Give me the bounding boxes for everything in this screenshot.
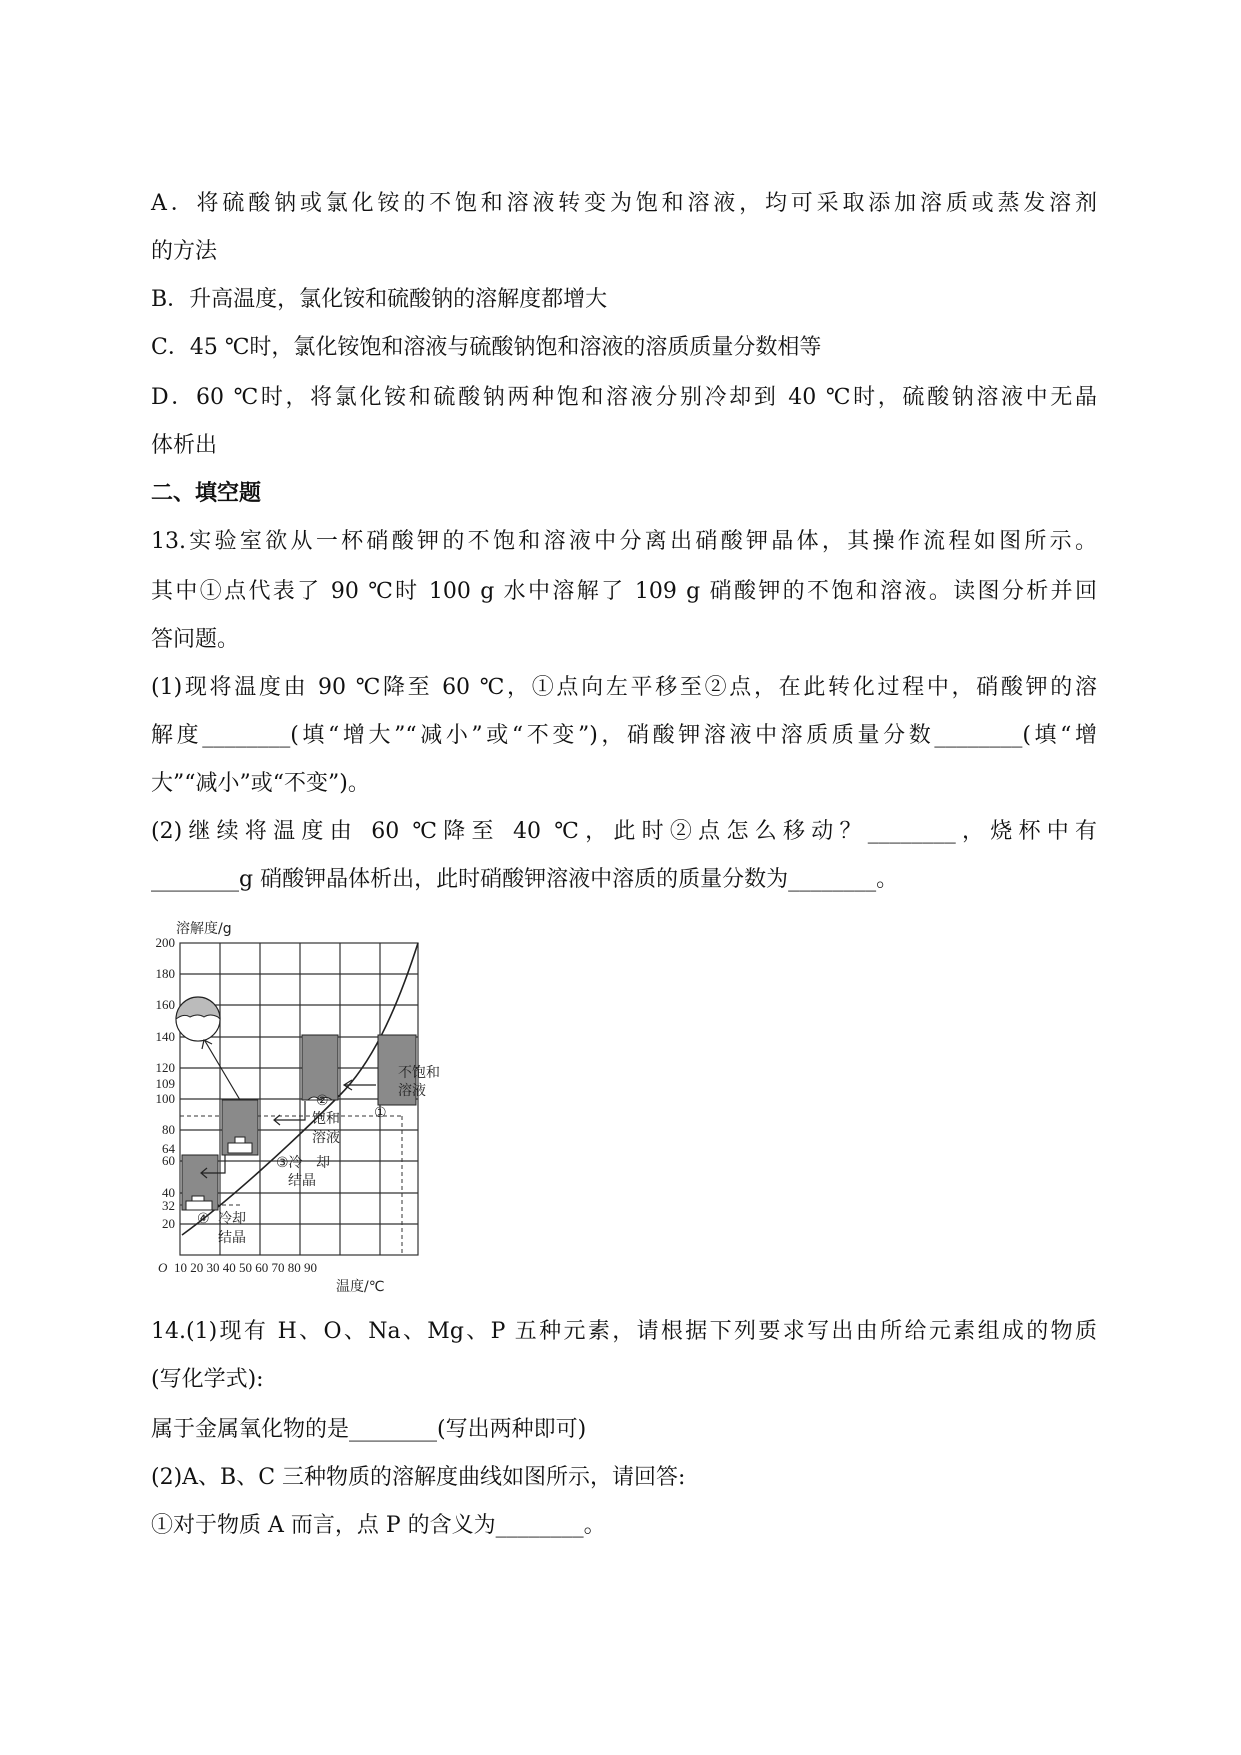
y-tick-160: 160: [155, 997, 175, 1012]
q13-part1-line-2: 解度________(填“增大”“减小”或“不变”)，硝酸钾溶液中溶质质量分数________(填“增: [151, 723, 1097, 748]
q13-part1-line-3: 大”“减小”或“不变”)。: [151, 771, 370, 796]
label-point-3b: 却: [316, 1155, 330, 1171]
y-tick-60: 60: [162, 1153, 175, 1168]
y-tick-200: 200: [155, 935, 175, 950]
y-tick-100: 100: [155, 1091, 175, 1106]
y-tick-80: 80: [162, 1122, 175, 1137]
label-point-2: ②: [316, 1093, 329, 1109]
solubility-flow-figure: [140, 915, 440, 1305]
q13-line-3: 答问题。: [151, 627, 240, 652]
q13-part2-line-1: (2)继续将温度由 60 ℃降至 40 ℃，此时②点怎么移动？________，烧杯中有: [151, 819, 1097, 844]
q14-line-5: ①对于物质 A 而言，点 P 的含义为________。: [151, 1513, 606, 1538]
label-point-4b: 冷却: [218, 1211, 246, 1227]
label-point-4: ④: [197, 1211, 210, 1227]
q13-part1-line-1: (1)现将温度由 90 ℃降至 60 ℃，①点向左平移至②点，在此转化过程中，硝酸钾的溶: [151, 675, 1097, 700]
x-axis-title: 温度/℃: [336, 1279, 385, 1295]
y-tick-180: 180: [155, 966, 175, 981]
label-point-3: ③冷: [276, 1155, 303, 1171]
label-sat-1: 饱和: [312, 1111, 340, 1127]
y-tick-109: 109: [155, 1076, 175, 1091]
y-tick-64: 64: [162, 1141, 175, 1156]
q13-line-2: 其中①点代表了 90 ℃时 100 g 水中溶解了 109 g 硝酸钾的不饱和溶液。读图分析并回: [151, 579, 1097, 604]
option-d-line-1: D．60 ℃时，将氯化铵和硫酸钠两种饱和溶液分别冷却到 40 ℃时，硫酸钠溶液中无晶: [151, 385, 1097, 410]
label-sat-2: 溶液: [312, 1130, 340, 1146]
option-a-line-2: 的方法: [151, 239, 218, 264]
q14-line-3: 属于金属氧化物的是________(写出两种即可): [151, 1417, 587, 1442]
label-unsat-1: 不饱和: [398, 1065, 440, 1081]
label-point-1: ①: [374, 1105, 387, 1121]
q14-line-2: (写化学式):: [151, 1367, 264, 1392]
y-axis-title: 溶解度/g: [176, 921, 232, 937]
q13-line-1: 13.实验室欲从一杯硝酸钾的不饱和溶液中分离出硝酸钾晶体，其操作流程如图所示。: [151, 529, 1097, 554]
option-c: C．45 ℃时，氯化铵饱和溶液与硫酸钠饱和溶液的溶质质量分数相等: [151, 335, 822, 360]
label-unsat-2: 溶液: [398, 1083, 426, 1099]
option-a-line-1: A．将硫酸钠或氯化铵的不饱和溶液转变为饱和溶液，均可采取添加溶质或蒸发溶剂: [151, 191, 1097, 216]
option-b: B．升高温度，氯化铵和硫酸钠的溶解度都增大: [151, 287, 608, 312]
origin-label: O: [158, 1260, 168, 1275]
label-point-4c: 结晶: [218, 1230, 246, 1246]
y-tick-140: 140: [155, 1029, 175, 1044]
q14-line-1: 14.(1)现有 H、O、Na、Mg、P 五种元素，请根据下列要求写出由所给元素组成的物质: [151, 1319, 1097, 1344]
q13-part2-line-2: ________g 硝酸钾晶体析出，此时硝酸钾溶液中溶质的质量分数为________。: [151, 867, 899, 892]
beaker-2: [302, 1035, 338, 1100]
y-tick-32: 32: [162, 1198, 175, 1213]
y-tick-40: 40: [162, 1185, 175, 1200]
y-tick-120: 120: [155, 1060, 175, 1075]
option-d-line-2: 体析出: [151, 433, 218, 458]
y-tick-20: 20: [162, 1216, 175, 1231]
label-point-3c: 结晶: [288, 1173, 316, 1189]
x-ticks: 10 20 30 40 50 60 70 80 90: [174, 1260, 317, 1275]
section-heading: 二、填空题: [151, 481, 262, 506]
q14-line-4: (2)A、B、C 三种物质的溶解度曲线如图所示，请回答:: [151, 1465, 686, 1490]
